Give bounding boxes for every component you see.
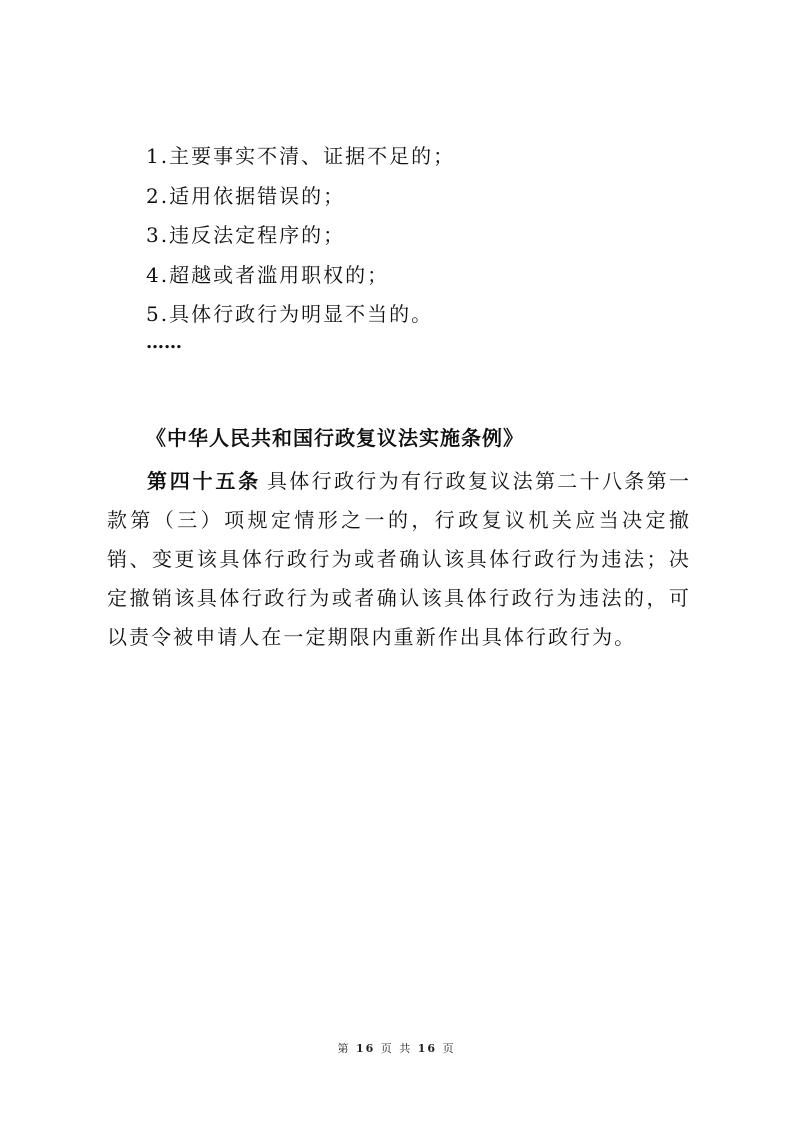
ellipsis: …… [146,331,182,353]
article-number: 第四十五条 [147,469,261,493]
list-item: 4.超越或者滥用职权的； [146,262,390,287]
article-paragraph [107,462,691,657]
list-item: 5.具体行政行为明显不当的。 [146,302,434,326]
list-item: 2.适用依据错误的； [146,183,346,208]
current-page-number: 16 [355,1042,376,1055]
footer-prefix: 第 [337,1042,351,1055]
article-text: 具体行政行为有行政复议法第二十八条第一款第（三）项规定情形之一的，行政复议机关应当决定撤销、变更该具体行政行为或者确认该具体行政行为违法；决定撤销该具体行政行为或者确认该具体行政行为违法的，可以责令被申请人在一定期限内重新作出具体行政行为。 [107,469,692,649]
page-footer [0,1043,793,1055]
footer-middle: 页 共 [380,1042,413,1055]
condition-list [146,146,455,371]
total-pages-number: 16 [417,1042,438,1055]
list-item: 1.主要事实不清、证据不足的； [146,144,456,168]
law-title: 《中华人民共和国行政复议法实施条例》 [146,426,524,450]
footer-suffix: 页 [442,1042,456,1055]
list-item: 3.违反法定程序的； [146,223,346,247]
